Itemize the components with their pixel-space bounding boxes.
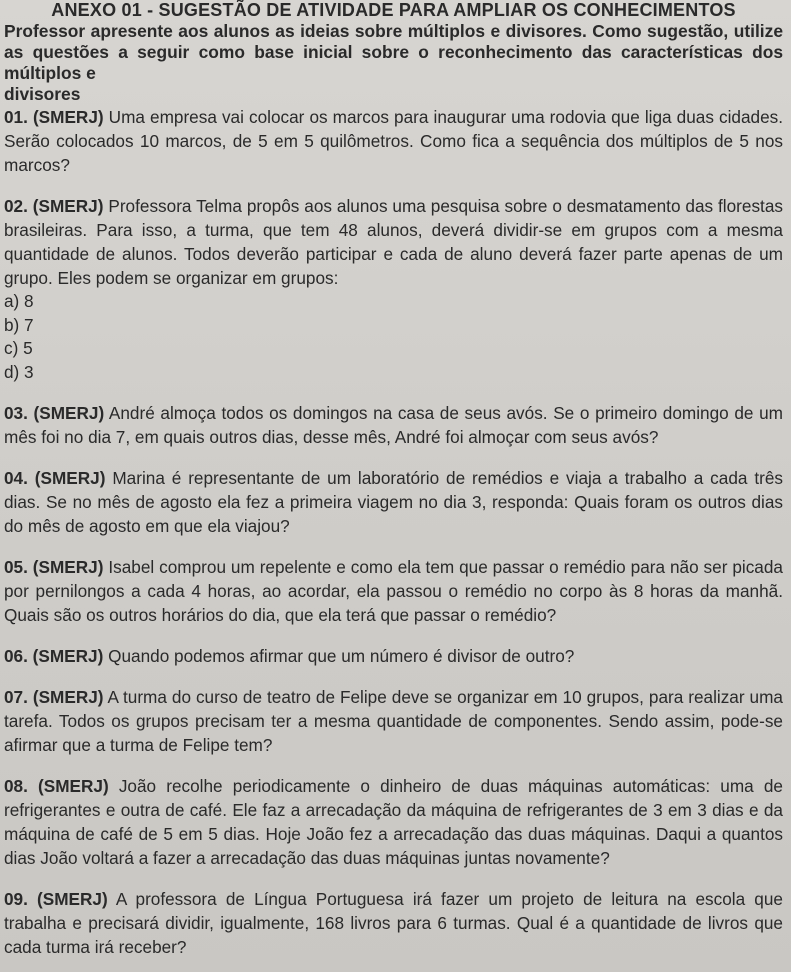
question-text: Marina é representante de um laboratório de remédios e viaja a trabalho a cada três dias. Se no mês de agosto ela fez a primeira viagem no dia 3, responda: Quais foram os outros dias do mês de agosto em que ela viajou? [4,468,783,536]
question-text: André almoça todos os domingos na casa de seus avós. Se o primeiro domingo de um mês foi no dia 7, em quais outros dias, desse mês, André foi almoçar com seus avós? [4,403,783,447]
question-09 [4,887,783,959]
question-05 [4,555,783,627]
question-number: 04. (SMERJ) [4,468,106,488]
intro-body: Professor apresente aos alunos as ideias sobre múltiplos e divisores. Como sugestão, utilize as questões a seguir como base inicial sobre o reconhecimento das características dos múltiplos e [4,21,783,83]
intro-text [4,21,783,105]
question-text: Isabel comprou um repelente e como ela tem que passar o remédio para não ser picada por pernilongos a cada 4 horas, ao acordar, ela passou o remédio no corpo às 8 horas da manhã. Quais são os outros horários do dia, que ela terá que passar o remédio? [4,557,783,625]
question-number: 05. (SMERJ) [4,557,104,577]
question-02 [4,194,783,290]
question-01 [4,105,783,177]
option-c: c) 5 [4,338,33,358]
question-number: 02. (SMERJ) [4,196,104,216]
question-07 [4,685,783,757]
option-b: b) 7 [4,314,34,335]
question-text: Quando podemos afirmar que um número é divisor de outro? [103,646,575,666]
option-d: d) 3 [4,361,34,382]
question-text: João recolhe periodicamente o dinheiro de duas máquinas automáticas: uma de refrigerantes e outra de café. Ele faz a arrecadação da máquina de refrigerantes de 3 em 3 dias e da máquina de café de 5 em 5 dias. Hoje João fez a arrecadação das duas máquinas. Daqui a quantos dias João voltará a fazer a arrecadação das duas máquinas juntas novamente? [4,776,783,868]
question-06 [4,644,783,668]
question-text: Uma empresa vai colocar os marcos para inaugurar uma rodovia que liga duas cidades. Serão colocados 10 marcos, de 5 em 5 quilômetros. Como fica a sequência dos múltiplos de 5 nos marcos? [4,107,783,175]
question-text: Professora Telma propôs aos alunos uma pesquisa sobre o desmatamento das florestas brasileiras. Para isso, a turma, que tem 48 alunos, deverá dividir-se em grupos com a mesma quantidade de alunos. Todos deverão participar e cada de aluno deverá fazer parte apenas de um grupo. Eles podem se organizar em grupos: [4,196,783,288]
question-03 [4,401,783,449]
answer-options [4,290,783,384]
page-title: ANEXO 01 - SUGESTÃO DE ATIVIDADE PARA AMPLIAR OS CONHECIMENTOS [51,0,736,20]
question-text: A professora de Língua Portuguesa irá fazer um projeto de leitura na escola que trabalha e precisará dividir, igualmente, 168 livros para 6 turmas. Qual é a quantidade de livros que cada turma irá receber? [4,889,783,957]
question-number: 03. (SMERJ) [4,403,105,423]
question-number: 08. (SMERJ) [4,776,109,796]
question-08 [4,774,783,870]
intro-last-line: divisores [4,84,81,104]
question-number: 01. (SMERJ) [4,107,104,127]
question-number: 07. (SMERJ) [4,687,104,707]
question-text: A turma do curso de teatro de Felipe deve se organizar em 10 grupos, para realizar uma tarefa. Todos os grupos precisam ter a mesma quantidade de componentes. Sendo assim, pode-se afirmar que a turma de Felipe tem? [4,687,783,755]
option-a: a) 8 [4,291,34,311]
question-number: 06. (SMERJ) [4,646,104,666]
question-number: 09. (SMERJ) [4,889,108,909]
question-04 [4,466,783,538]
